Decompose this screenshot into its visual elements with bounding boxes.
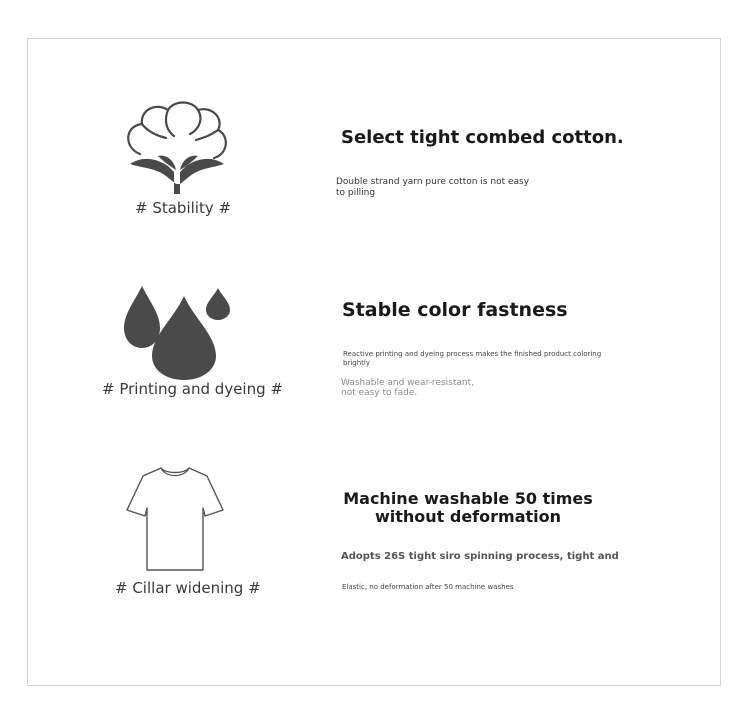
cotton-boll-icon	[118, 96, 236, 196]
feature-description	[343, 350, 601, 368]
description-line: brightly	[343, 359, 370, 367]
feature-title: Select tight combed cotton.	[341, 127, 624, 148]
description-line: to pilling	[336, 188, 376, 198]
feature-secondary-note	[341, 378, 474, 398]
feature-title	[340, 490, 596, 526]
feature-note: Elastic, no deformation after 50 machine washes	[342, 583, 514, 591]
feature-caption: # Stability #	[135, 199, 232, 217]
water-drops-icon	[122, 284, 234, 380]
secondary-line: not easy to fade.	[341, 388, 418, 398]
description-line: Double strand yarn pure cotton is not easy	[336, 177, 530, 187]
t-shirt-icon	[125, 466, 225, 572]
feature-description: Adopts 26S tight siro spinning process, tight and	[341, 551, 619, 562]
description-line: Reactive printing and dyeing process makes the finished product coloring	[343, 350, 602, 358]
feature-caption: # Cillar widening #	[115, 579, 261, 597]
title-line: without deformation	[374, 507, 562, 526]
title-line: Machine washable 50 times	[343, 489, 593, 508]
feature-caption: # Printing and dyeing #	[102, 380, 283, 398]
feature-title: Stable color fastness	[342, 299, 568, 321]
feature-description	[336, 177, 529, 199]
secondary-line: Washable and wear-resistant,	[341, 378, 474, 388]
